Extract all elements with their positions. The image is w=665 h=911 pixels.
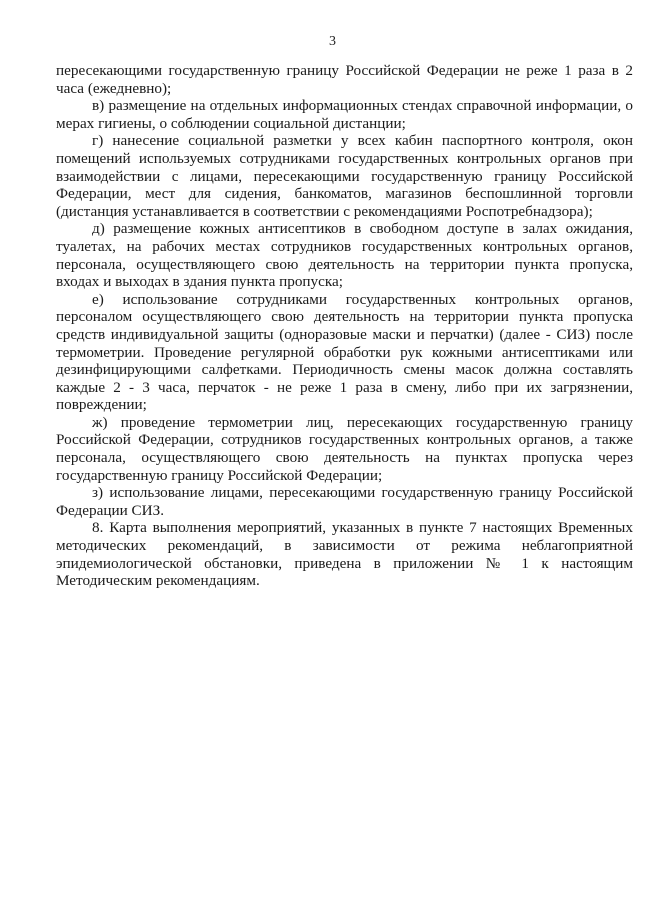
paragraph-item-e: е) использование сотрудниками государственных контрольных органов, персоналом осуществляющего свою деятельность на территории пункта пропуска средств индивидуальной защиты (одноразовые маски и перчатки) (далее - СИЗ) после термометрии. Проведение регулярной обработки рук кожными антисептиками или дезинфицирующими салфетками. Периодичность смены масок должна составлять каждые 2 - 3 часа, перчаток - не реже 1 раза в смену, либо при их загрязнении, повреждении; xyxy=(56,290,633,414)
paragraph-continuation: пересекающими государственную границу Российской Федерации не реже 1 раза в 2 часа (ежедневно); xyxy=(56,62,633,97)
page-number: 3 xyxy=(329,34,336,49)
document-body xyxy=(56,62,633,590)
paragraph-item-g: г) нанесение социальной разметки у всех кабин паспортного контроля, окон помещений используемых сотрудниками государственных контрольных органов при взаимодействии с лицами, пересекающими государственную границу Российской Федерации, мест для сидения, банкоматов, магазинов беспошлинной торговли (дистанция устанавливается в соответствии с рекомендациями Роспотребнадзора); xyxy=(56,132,633,220)
paragraph-item-zh: ж) проведение термометрии лиц, пересекающих государственную границу Российской Федерации, сотрудников государственных контрольных органов, а также персонала, осуществляющего свою деятельность на пунктах пропуска через государственную границу Российской Федерации; xyxy=(56,413,633,484)
paragraph-item-8: 8. Карта выполнения мероприятий, указанных в пункте 7 настоящих Временных методических рекомендаций, в зависимости от режима неблагоприятной эпидемиологической обстановки, приведена в приложении № 1 к настоящим Методическим рекомендациям. xyxy=(56,519,633,590)
paragraph-item-d: д) размещение кожных антисептиков в свободном доступе в залах ожидания, туалетах, на рабочих местах сотрудников государственных контрольных органов, персонала, осуществляющего свою деятельность на территории пункта пропуска, входах и выходах в здания пункта пропуска; xyxy=(56,220,633,291)
paragraph-item-v: в) размещение на отдельных информационных стендах справочной информации, о мерах гигиены, о соблюдении социальной дистанции; xyxy=(56,97,633,132)
paragraph-item-z: з) использование лицами, пересекающими государственную границу Российской Федерации СИЗ. xyxy=(56,484,633,519)
